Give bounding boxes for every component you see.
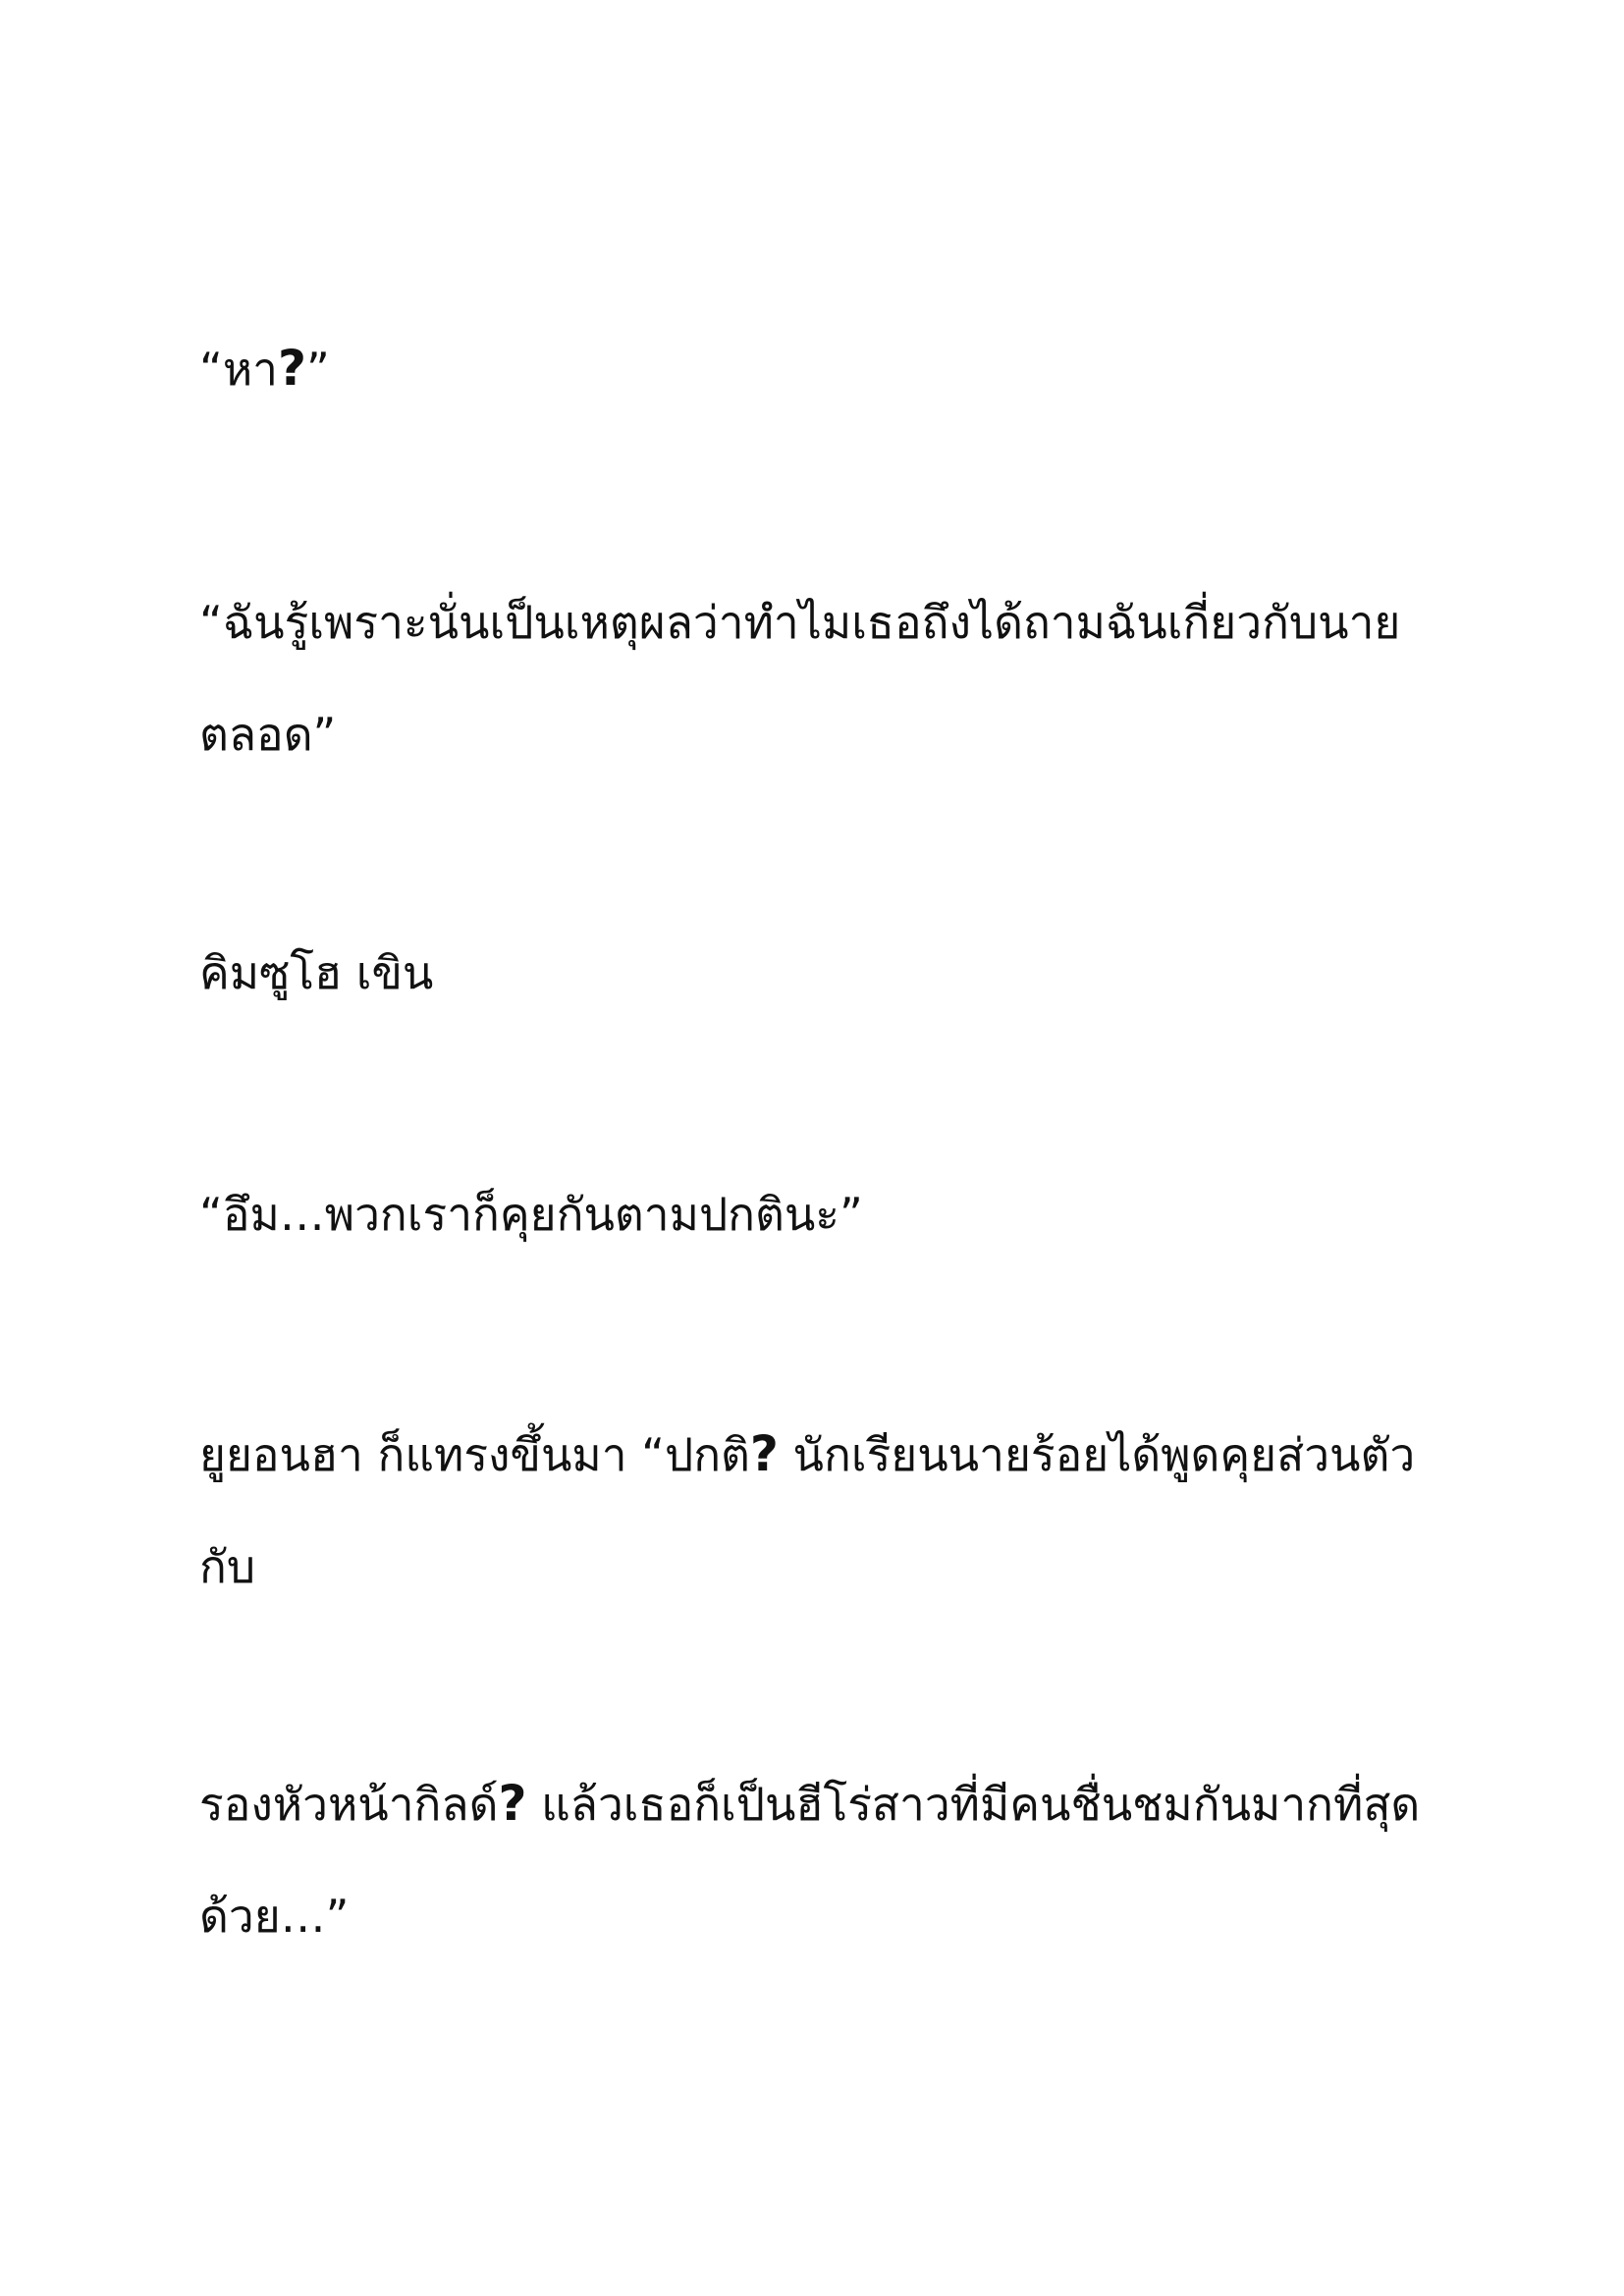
- question-mark: ?: [498, 1775, 527, 1832]
- question-mark: ?: [749, 1425, 779, 1482]
- text-line: “อึม…พวกเราก็คุยกันตามปกตินะ”: [199, 1188, 863, 1241]
- text-line: ด้วย…”: [199, 1890, 350, 1943]
- text-line: คิมซูโฮ เขิน: [199, 946, 434, 999]
- text-line: กับ: [199, 1540, 256, 1593]
- text-line: “ฉันรู้เพราะนั่นเป็นเหตุผลว่าทำไมเธอถึงได้ถามฉันเกี่ยวกับนาย: [199, 596, 1401, 649]
- narration-paragraph: [199, 1747, 1436, 1972]
- narration-paragraph: [199, 1398, 1436, 1623]
- question-mark: ?: [277, 340, 306, 397]
- text-line: “หา?”: [199, 340, 330, 397]
- narration-paragraph: [199, 917, 1436, 1029]
- dialogue-paragraph: [199, 566, 1436, 790]
- dialogue-paragraph: [199, 1158, 1436, 1270]
- text-line: ตลอด”: [199, 708, 337, 761]
- text-line: รองหัวหน้ากิลด์? แล้วเธอก็เป็นฮีโร่สาวที่มีคนชื่นชมกันมากที่สุด: [199, 1775, 1421, 1832]
- dialogue-paragraph: [199, 312, 1436, 425]
- text-line: ยูยอนฮา ก็แทรงขึ้นมา “ปกติ? นักเรียนนายร้อยได้พูดคุยส่วนตัว: [199, 1425, 1416, 1482]
